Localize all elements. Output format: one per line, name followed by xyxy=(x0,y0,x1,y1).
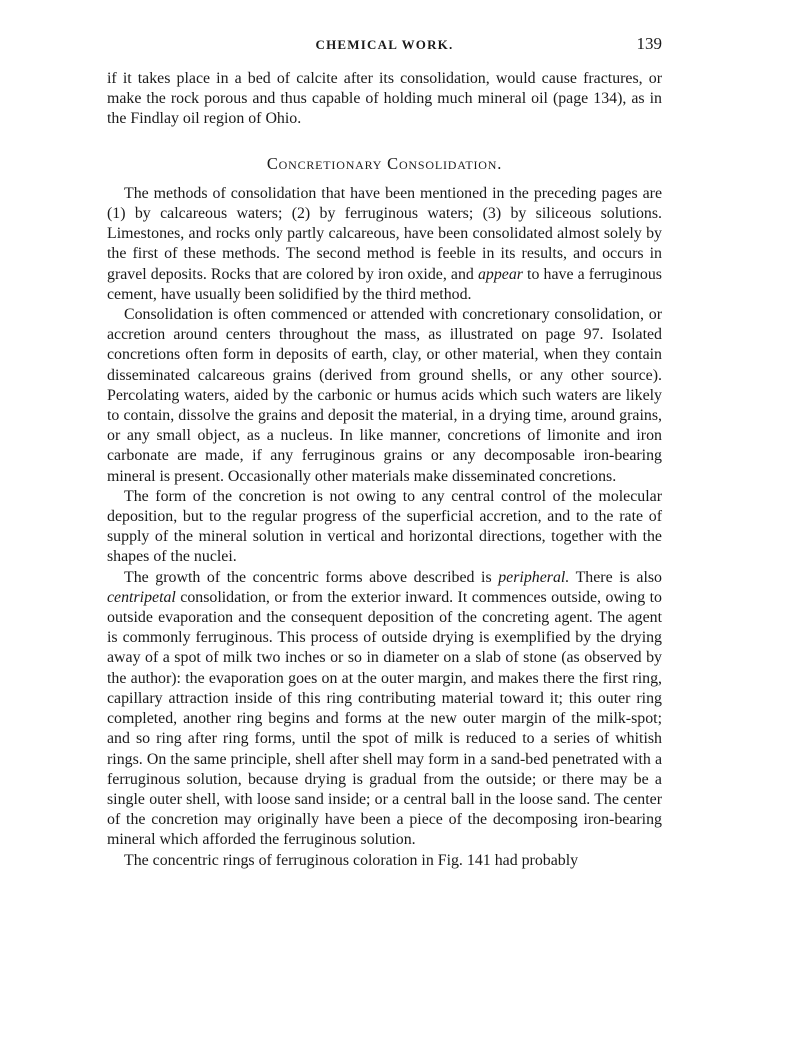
paragraph-growth-emphasis-peripheral: peripheral. xyxy=(498,568,570,586)
section-heading: Concretionary Consolidation. xyxy=(266,153,503,173)
body-text xyxy=(107,69,662,871)
running-title: CHEMICAL WORK. xyxy=(315,37,454,52)
paragraph-form: The form of the concretion is not owing to any central control of the molecular deposition, but to the regular progress of the superficial accretion, and to the rate of supply of the mineral solution in vertical and horizontal directions, together with the shapes of the nuclei. xyxy=(107,487,662,566)
paragraph-concretionary: Consolidation is often commenced or attended with concretionary consolidation, or accretion around centers throughout the mass, as illustrated on page 97. Isolated concretions often form in deposits of earth, clay, or other material, when they contain disseminated calcareous grains (derived from ground shells, or any other source). Percolating waters, aided by the carbonic or humus acids which such waters are likely to contain, dissolve the grains and deposit the material, in a drying time, around grains, or any small object, as a nucleus. In like manner, concretions of limonite and iron carbonate are made, if any ferruginous grains or any decomposable iron-bearing mineral is present. Occasionally other materials make disseminated concretions. xyxy=(107,306,662,485)
paragraph-concentric-rings: The concentric rings of ferruginous coloration in Fig. 141 had probably xyxy=(124,851,579,869)
paragraph-continued: if it takes place in a bed of calcite after its consolidation, would cause fractures, or make the rock porous and thus capable of holding much mineral oil (page 134), as in the Findlay oil region of Ohio. xyxy=(107,70,662,128)
paragraph-methods xyxy=(107,184,662,305)
paragraph-growth-text-b: There is also xyxy=(569,568,662,586)
paragraph-growth-text-a: The growth of the concentric forms above described is xyxy=(124,568,499,586)
paragraph-growth-emphasis-centripetal: centripetal xyxy=(107,588,176,606)
paragraph-methods-text-a: The methods of consolidation that have been mentioned in the preceding pages are (1) by calcareous waters; (2) by ferruginous waters; (3) by siliceous solutions. Limestones, and rocks only partly calcareous, have been consolidated almost solely by the first of these methods. The second method is feeble in its results, and occurs in gravel deposits. Rocks that are colored by iron oxide, and xyxy=(107,184,662,283)
book-page xyxy=(107,34,662,871)
page-number: 139 xyxy=(636,34,662,53)
paragraph-methods-text-b: to have a ferruginous cement, have usually been solidified by the third method. xyxy=(107,265,662,303)
running-header xyxy=(107,34,662,58)
paragraph-methods-emphasis: appear xyxy=(477,265,523,283)
paragraph-growth-text-c: consolidation, or from the exterior inward. It commences outside, owing to outside evaporation and the consequent deposition of the concreting agent. The agent is commonly ferruginous. This process of outside drying is exemplified by the drying away of a spot of milk two inches or so in diameter on a slab of stone (as observed by the author): the evaporation goes on at the outer margin, and makes there the first ring, capillary attraction inside of this ring contributing material toward it; this outer ring completed, another ring begins and forms at the new outer margin of the milk-spot; and so ring after ring forms, until the spot of milk is reduced to a series of whitish rings. On the same principle, shell after shell may form in a sand-bed penetrated with a ferruginous solution, because drying is gradual from the outside; or there may be a single outer shell, with loose sand inside; or a central ball in the loose sand. The center of the concretion may originally have been a piece of the decomposing iron-bearing mineral which afforded the ferruginous solution. xyxy=(107,588,662,849)
paragraph-growth xyxy=(107,568,662,851)
